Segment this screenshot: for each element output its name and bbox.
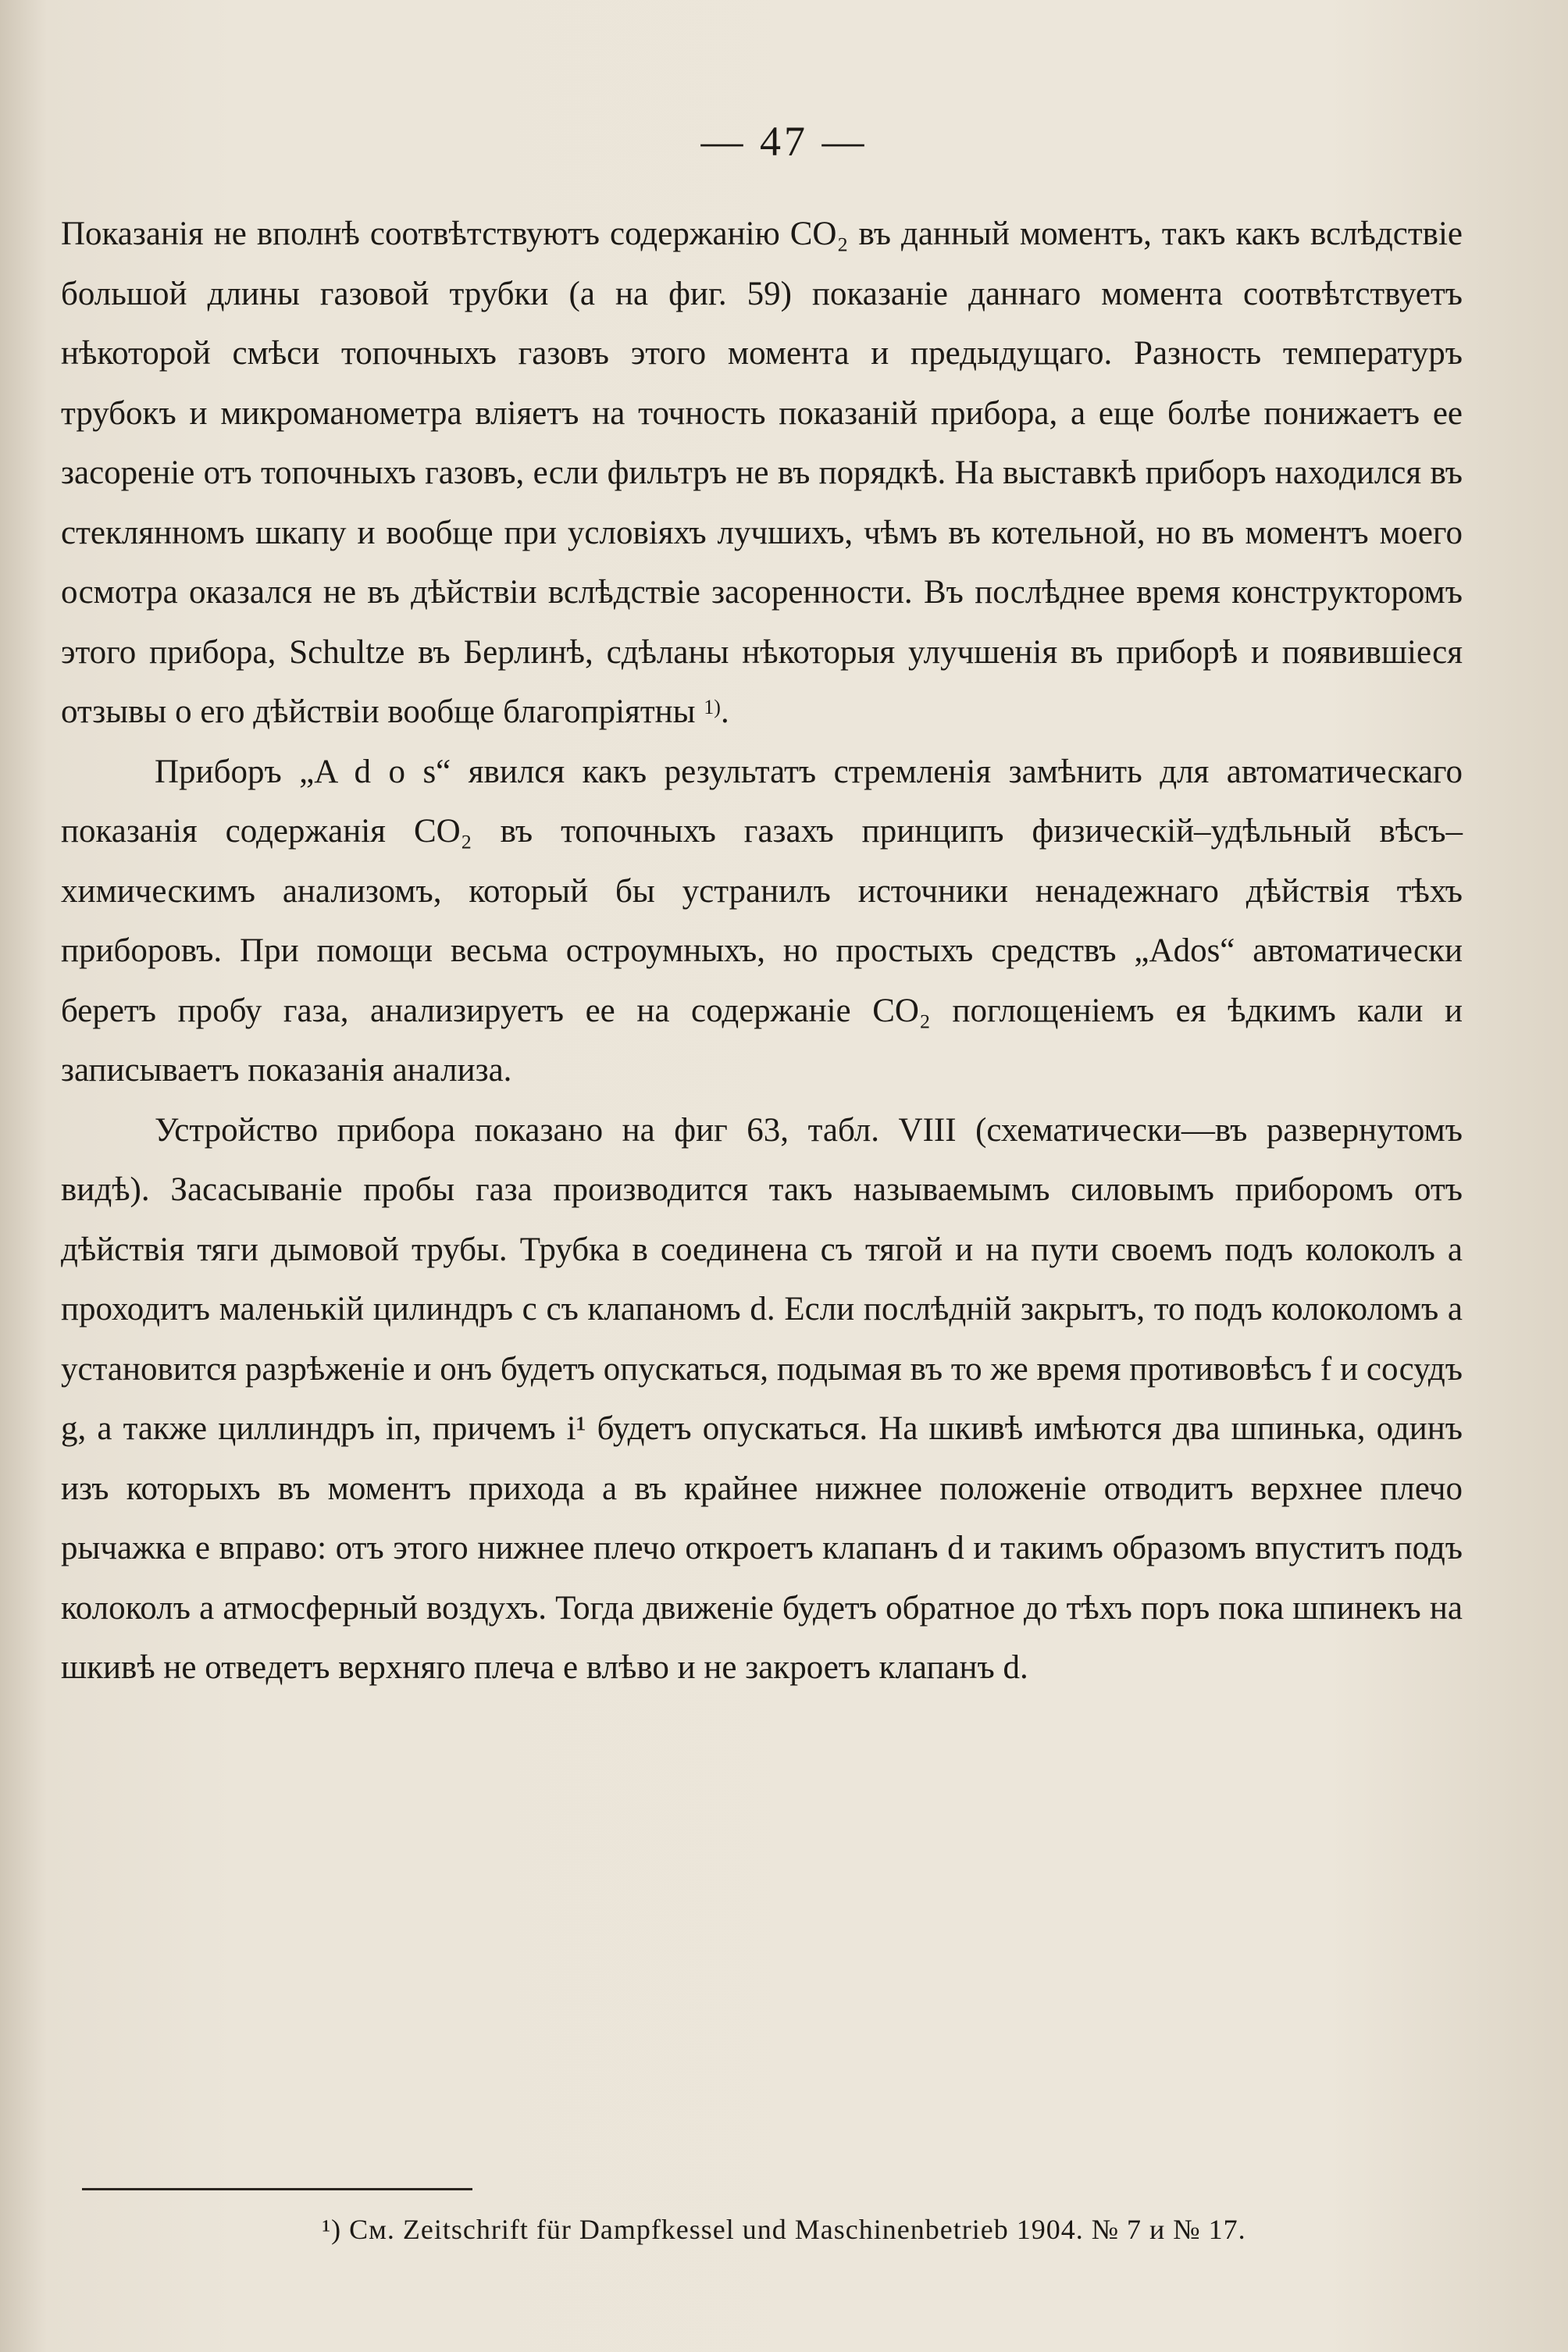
paragraph-1-end: . (720, 693, 729, 730)
footnote-divider (82, 2188, 472, 2190)
paragraph-3: Устройство прибора показано на фиг 63, табл. VIII (схематически—въ развернутомъ видѣ). Засасываніе пробы газа производится такъ называемымъ силовымъ приборомъ отъ дѣйствія тяги дымовой трубы. Трубка в соединена съ тягой и на пути своемъ подъ колоколъ a проходитъ маленькій цилиндръ c съ клапаномъ d. Если послѣдній закрытъ, то подъ колоколомъ a установится разрѣженіе и онъ будетъ опускаться, подымая въ то же время противовѣсъ f и сосудъ g, а также циллиндръ iп, причемъ i¹ будетъ опускаться. На шкивѣ имѣются два шпинька, одинъ изъ которыхъ въ моментъ прихода a въ крайнее нижнее положеніе отводитъ верхнее плечо рычажка e вправо: отъ этого нижнее плечо откроетъ клапанъ d и такимъ образомъ впуститъ подъ колоколъ a атмосферный воздухъ. Тогда движеніе будетъ обратное до тѣхъ поръ пока шпинекъ на шкивѣ не отведетъ верхняго плеча e влѣво и не закроетъ клапанъ d. (61, 1111, 1463, 1686)
footnote: ¹) См. Zeitschrift für Dampfkessel und Maschinenbetrieb 1904. № 7 и № 17. (322, 2214, 1246, 2245)
paragraph-1-text: Показанія не вполнѣ соотвѣтствуютъ содержанію CO₂ въ данный моментъ, такъ какъ вслѣдствіе большой длины газовой трубки (a на фиг. 59) показаніе даннаго момента соотвѣтствуетъ нѣкоторой смѣси топочныхъ газовъ этого момента и предыдущаго. Разность температуръ трубокъ и микроманометра вліяетъ на точность показаній прибора, а еще болѣе понижаетъ ее засореніе отъ топочныхъ газовъ, если фильтръ не въ порядкѣ. На выставкѣ приборъ находился въ стеклянномъ шкапу и вообще при условіяхъ лучшихъ, чѣмъ въ котельной, но въ моментъ моего осмотра оказался не въ дѣйствіи вслѣдствіе засоренности. Въ послѣднее время конструкторомъ этого прибора, Schultze въ Берлинѣ, сдѣланы нѣкоторыя улучшенія въ приборѣ и появившіеся отзывы о его дѣйствіи вообще благопріятны (61, 216, 1463, 730)
body-text (61, 205, 1463, 1698)
paragraph-1 (61, 205, 1463, 743)
paragraph-2: Приборъ „A d o s“ явился какъ результатъ стремленія замѣнить для автоматическаго показанія содержанія CO₂ въ топочныхъ газахъ принципъ физическій–удѣльный вѣсъ–химическимъ анализомъ, который бы устранилъ источники ненадежнаго дѣйствія тѣхъ приборовъ. При помощи весьма остроумныхъ, но простыхъ средствъ „Ados“ автоматически беретъ пробу газа, анализируетъ ее на содержаніе CO₂ поглощеніемъ ея ѣдкимъ кали и записываетъ показанія анализа. (61, 753, 1463, 1089)
footnote-reference: 1) (704, 696, 721, 718)
page-number: — 47 — (700, 118, 868, 165)
